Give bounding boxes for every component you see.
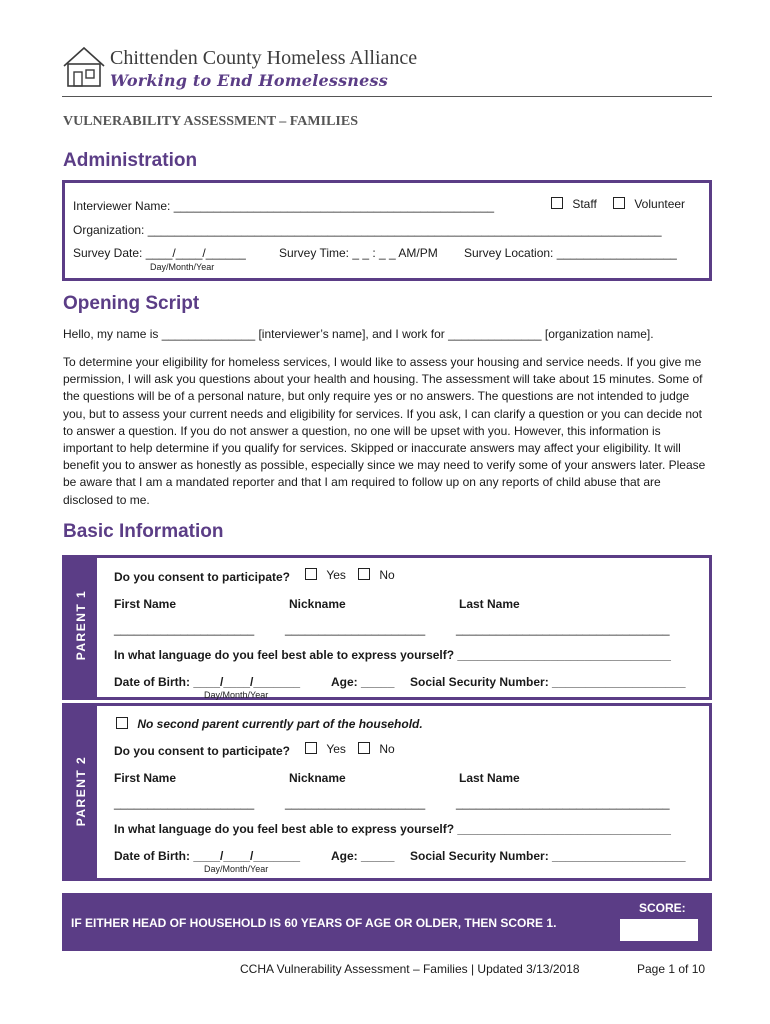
survey-time-field[interactable]: Survey Time: _ _ : _ _ AM/PM <box>279 246 438 260</box>
survey-date-field[interactable]: Survey Date: ____/____/______ <box>73 246 246 260</box>
parent2-nickname-field[interactable]: _____________________ <box>285 796 426 810</box>
parent1-age-field[interactable]: Age: _____ <box>331 675 395 689</box>
parent2-consent-yes[interactable] <box>305 742 346 756</box>
house-icon <box>62 46 106 88</box>
staff-label: Staff <box>572 197 597 211</box>
parent1-last-name-label: Last Name <box>459 597 520 611</box>
parent2-consent-no[interactable] <box>358 742 395 756</box>
org-name: Chittenden County Homeless Alliance <box>110 47 418 69</box>
score-bar <box>62 893 712 951</box>
parent1-nickname-field[interactable]: _____________________ <box>285 622 426 636</box>
parent1-tab <box>65 558 97 697</box>
parent1-yes-checkbox[interactable] <box>305 568 317 580</box>
parent1-nickname-label: Nickname <box>289 597 346 611</box>
footer-text: CCHA Vulnerability Assessment – Families | Updated 3/13/2018 <box>240 962 580 976</box>
parent2-yes-label: Yes <box>326 742 346 756</box>
opening-script-body: To determine your eligibility for homeless services, I would like to assess your housing and service needs. If you give me permission, I will ask you questions about your health and housing. The assessment will take about 15 minutes. Some of the questions will be of a personal nature, but only require yes or no answers. The questions are not intended to judge you, but to assess your current needs and eligibility for services. If you ask, I can clarify a question or you can decide not to answer a question. If you do not answer a question, no one will be upset with you. However, this information is important to help determine if you qualify for services. Skipped or inaccurate answers may affect your eligibility. It will benefit you to answer as honestly as possible, especially since we may need to verify some of your answers later. Please be aware that I am a mandated reporter and that I am required to follow up on any reports of child abuse that are disclosed to me. <box>63 355 706 507</box>
parent2-tab-label: PARENT 2 <box>74 755 88 827</box>
interviewer-name-field[interactable]: Interviewer Name: ________________________________________________ <box>73 199 495 213</box>
basic-information-heading: Basic Information <box>63 521 224 542</box>
parent2-last-name-label: Last Name <box>459 771 520 785</box>
parent2-first-name-label: First Name <box>114 771 177 785</box>
parent1-consent-question: Do you consent to participate? <box>114 570 291 584</box>
parent2-date-format-note: Day/Month/Year <box>204 864 269 874</box>
parent2-tab <box>65 706 97 878</box>
no-second-parent-label: No second parent currently part of the household. <box>137 717 423 731</box>
parent2-yes-checkbox[interactable] <box>305 742 317 754</box>
staff-checkbox[interactable] <box>551 197 563 209</box>
parent1-tab-label: PARENT 1 <box>74 589 88 661</box>
parent2-age-field[interactable]: Age: _____ <box>331 849 395 863</box>
parent2-ssn-field[interactable]: Social Security Number: ____________________ <box>410 849 686 863</box>
volunteer-option[interactable] <box>613 197 685 211</box>
parent1-no-label: No <box>379 568 395 582</box>
opening-greeting: Hello, my name is ______________ [interviewer’s name], and I work for ______________ [organization name]. <box>63 327 654 341</box>
parent2-dob-field[interactable]: Date of Birth: ____/____/_______ <box>114 849 301 863</box>
parent1-ssn-field[interactable]: Social Security Number: ____________________ <box>410 675 686 689</box>
score-label: SCORE: <box>639 901 686 915</box>
opening-script-heading: Opening Script <box>63 293 200 314</box>
parent1-consent-no[interactable] <box>358 568 395 582</box>
parent1-language-field[interactable]: In what language do you feel best able to express yourself? ________________________________ <box>114 648 671 662</box>
no-second-parent-option[interactable] <box>116 717 423 731</box>
no-second-parent-checkbox[interactable] <box>116 717 128 729</box>
staff-option[interactable] <box>551 197 597 211</box>
parent2-no-checkbox[interactable] <box>358 742 370 754</box>
administration-heading: Administration <box>63 150 198 171</box>
parent1-date-format-note: Day/Month/Year <box>204 690 269 700</box>
parent1-first-name-field[interactable]: _____________________ <box>114 622 255 636</box>
parent2-last-name-field[interactable]: ________________________________ <box>456 796 670 810</box>
parent1-first-name-label: First Name <box>114 597 177 611</box>
parent2-no-label: No <box>379 742 395 756</box>
volunteer-label: Volunteer <box>634 197 686 211</box>
document-title: VULNERABILITY ASSESSMENT – FAMILIES <box>63 114 358 129</box>
parent1-consent-yes[interactable] <box>305 568 346 582</box>
org-tagline: Working to End Homelessness <box>110 71 388 90</box>
organization-field[interactable]: Organization: _____________________________________________________________________________ <box>73 223 662 237</box>
parent1-dob-field[interactable]: Date of Birth: ____/____/_______ <box>114 675 301 689</box>
score-instruction: IF EITHER HEAD OF HOUSEHOLD IS 60 YEARS OF AGE OR OLDER, THEN SCORE 1. <box>71 916 557 930</box>
parent2-nickname-label: Nickname <box>289 771 346 785</box>
page-number: Page 1 of 10 <box>637 962 706 976</box>
parent2-section <box>62 703 712 881</box>
parent1-last-name-field[interactable]: ________________________________ <box>456 622 670 636</box>
date-format-note: Day/Month/Year <box>150 262 215 272</box>
parent1-section <box>62 555 712 700</box>
administration-box <box>62 180 712 281</box>
parent2-language-field[interactable]: In what language do you feel best able to express yourself? ________________________________ <box>114 822 671 836</box>
parent2-consent-question: Do you consent to participate? <box>114 744 291 758</box>
survey-location-field[interactable]: Survey Location: __________________ <box>464 246 677 260</box>
header-divider <box>62 96 712 97</box>
parent2-first-name-field[interactable]: _____________________ <box>114 796 255 810</box>
parent1-yes-label: Yes <box>326 568 346 582</box>
volunteer-checkbox[interactable] <box>613 197 625 209</box>
score-input[interactable] <box>620 919 698 941</box>
parent1-no-checkbox[interactable] <box>358 568 370 580</box>
